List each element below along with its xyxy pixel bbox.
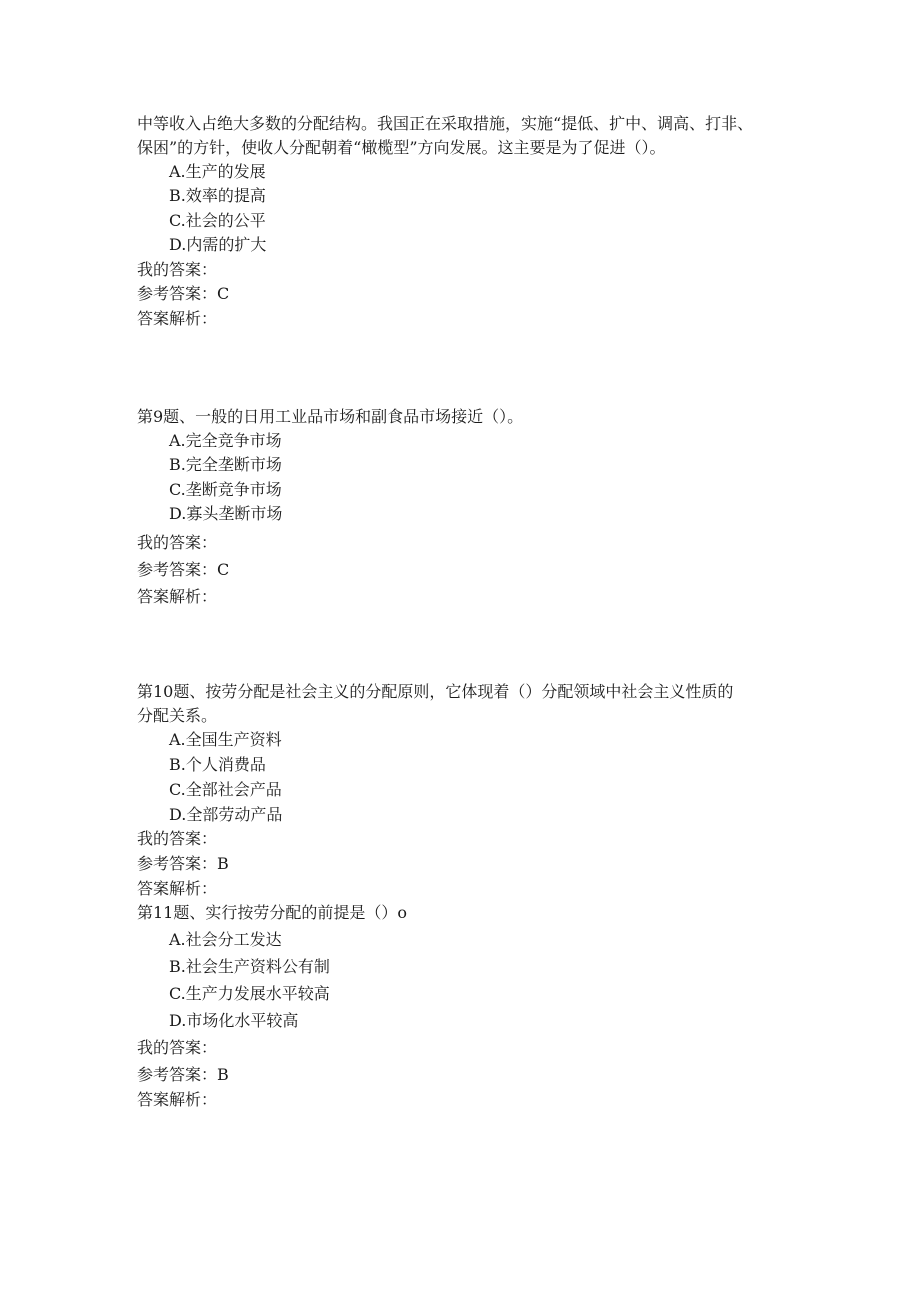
my-answer-label: 我的答案： <box>137 533 218 552</box>
option-c: C.社会的公平 <box>169 211 266 230</box>
option-d: D.市场化水平较高 <box>169 1011 299 1030</box>
option-a: A.社会分工发达 <box>169 930 282 949</box>
option-a: A.完全竞争市场 <box>169 431 282 450</box>
reference-answer: 参考答案：C <box>137 284 230 303</box>
question-stem: 第9题、一般的日用工业品市场和副食品市场接近（）。 <box>137 407 524 426</box>
my-answer-label: 我的答案： <box>137 260 218 279</box>
option-b: B.个人消费品 <box>169 755 266 774</box>
option-b: B.效率的提高 <box>169 186 266 205</box>
answer-analysis-label: 答案解析： <box>137 309 218 328</box>
my-answer-label: 我的答案： <box>137 829 218 848</box>
answer-analysis-label: 答案解析： <box>137 587 218 606</box>
question-stem: 中等收入占绝大多数的分配结构。我国正在采取措施，实施“提低、扩中、调高、打非、 <box>137 114 754 133</box>
reference-answer: 参考答案：C <box>137 560 230 579</box>
question-stem: 保困”的方针，使收人分配朝着“橄榄型”方向发展。这主要是为了促进（）。 <box>137 138 666 157</box>
question-stem: 第10题、按劳分配是社会主义的分配原则，它体现着（）分配领域中社会主义性质的 <box>137 682 734 701</box>
option-c: C.全部社会产品 <box>169 780 282 799</box>
option-c: C.垄断竞争市场 <box>169 480 282 499</box>
answer-analysis-label: 答案解析： <box>137 1090 218 1109</box>
option-a: A.生产的发展 <box>169 162 266 181</box>
answer-analysis-label: 答案解析： <box>137 879 218 898</box>
reference-answer: 参考答案：B <box>137 854 229 873</box>
option-c: C.生产力发展水平较高 <box>169 984 330 1003</box>
my-answer-label: 我的答案： <box>137 1038 218 1057</box>
option-b: B.完全垄断市场 <box>169 455 282 474</box>
option-d: D.寡头垄断市场 <box>169 504 283 523</box>
question-stem: 分配关系。 <box>137 706 218 725</box>
option-b: B.社会生产资料公有制 <box>169 957 330 976</box>
option-a: A.全国生产资料 <box>169 730 282 749</box>
reference-answer: 参考答案：B <box>137 1065 229 1084</box>
option-d: D.内需的扩大 <box>169 235 267 254</box>
question-stem: 第11题、实行按劳分配的前提是（）o <box>137 903 407 922</box>
option-d: D.全部劳动产品 <box>169 805 283 824</box>
